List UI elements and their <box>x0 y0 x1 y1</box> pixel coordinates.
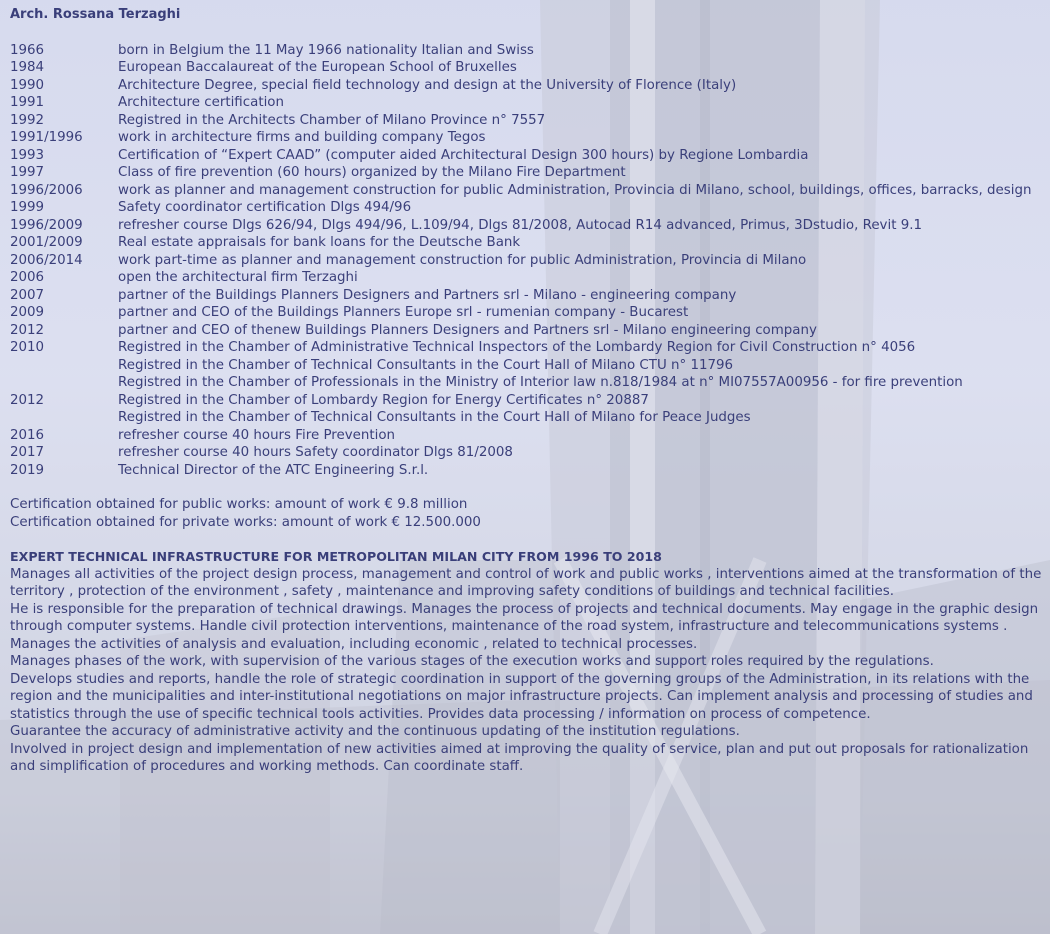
timeline-line: open the architectural firm Terzaghi <box>118 270 358 285</box>
person-name: Arch. Rossana Terzaghi <box>10 7 181 22</box>
timeline-row <box>10 304 1042 322</box>
timeline-row <box>10 182 1042 200</box>
timeline-description <box>118 112 1042 130</box>
timeline-line: refresher course 40 hours Fire Prevention <box>118 427 396 443</box>
timeline-year: 1992 <box>10 112 45 128</box>
timeline-description <box>118 287 1042 305</box>
timeline-row <box>10 147 1042 165</box>
certification-line: Certification obtained for private works: amount of work € 12.500.000 <box>10 514 481 530</box>
timeline-row <box>10 252 1042 270</box>
timeline-year: 1990 <box>10 77 45 93</box>
timeline-line: refresher course Dlgs 626/94, Dlgs 494/96, L.109/94, Dlgs 81/2008, Autocad R14 advanced, Primus, 3Dstudio, Revit 9.1 <box>118 217 923 233</box>
timeline-row <box>10 164 1042 182</box>
timeline-line: Registred in the Chamber of Technical Consultants in the Court Hall of Milano for Peace Judges <box>118 410 751 425</box>
timeline-year: 1996/2006 <box>10 182 83 198</box>
timeline-line: partner of the Buildings Planners Designers and Partners srl - Milano - engineering company <box>118 287 737 303</box>
timeline-line: Architecture Degree, special field technology and design at the University of Florence (Italy) <box>118 77 737 93</box>
timeline-line: Safety coordinator certification Dlgs 494/96 <box>118 200 412 215</box>
timeline-year: 2016 <box>10 427 45 443</box>
timeline-line: Registred in the Chamber of Administrative Technical Inspectors of the Lombardy Region for Civil Construction n° 4056 <box>118 340 916 355</box>
timeline-row <box>10 269 1042 287</box>
timeline-table <box>10 42 1042 480</box>
timeline-row <box>10 77 1042 95</box>
timeline-year: 2010 <box>10 340 45 355</box>
timeline-row <box>10 392 1042 427</box>
timeline-description <box>118 392 1042 427</box>
timeline-description <box>118 444 1042 462</box>
timeline-row <box>10 112 1042 130</box>
timeline-description <box>118 234 1042 252</box>
timeline-description <box>118 304 1042 322</box>
timeline-row <box>10 444 1042 462</box>
timeline-description <box>118 129 1042 147</box>
timeline-row <box>10 287 1042 305</box>
section-paragraph: Involved in project design and implementation of new activities aimed at improving the quality of service, plan and put out proposals for rationalization and simplification of procedures and working methods. Can coordinate staff. <box>10 741 1029 774</box>
timeline-line: refresher course 40 hours Safety coordinator Dlgs 81/2008 <box>118 445 513 460</box>
timeline-line: partner and CEO of thenew Buildings Planners Designers and Partners srl - Milano engineering company <box>118 322 817 338</box>
timeline-row <box>10 234 1042 252</box>
timeline-description <box>118 269 1042 287</box>
timeline-row <box>10 322 1042 340</box>
timeline-year: 2001/2009 <box>10 235 83 250</box>
timeline-row <box>10 217 1042 235</box>
certifications <box>10 496 1042 531</box>
timeline-line: Registred in the Chamber of Technical Consultants in the Court Hall of Milano CTU n° 11796 <box>118 357 734 373</box>
timeline-year: 1996/2009 <box>10 217 83 233</box>
timeline-year: 2019 <box>10 462 45 478</box>
timeline-year: 2012 <box>10 322 45 338</box>
timeline-line: Registred in the Architects Chamber of Milano Province n° 7557 <box>118 112 546 128</box>
timeline-description <box>118 164 1042 182</box>
timeline-year: 1966 <box>10 42 45 58</box>
section-paragraph: Manages phases of the work, with supervision of the various stages of the execution works and support roles required by the regulations. <box>10 654 934 669</box>
timeline-line: Technical Director of the ATC Engineering S.r.l. <box>118 462 429 478</box>
timeline-line: Real estate appraisals for bank loans for the Deutsche Bank <box>118 235 521 250</box>
timeline-row <box>10 199 1042 217</box>
timeline-description <box>118 182 1042 200</box>
timeline-line: Class of fire prevention (60 hours) organized by the Milano Fire Department <box>118 165 626 180</box>
timeline-description <box>118 94 1042 112</box>
timeline-description <box>118 59 1042 77</box>
section-title: EXPERT TECHNICAL INFRASTRUCTURE FOR METROPOLITAN MILAN CITY FROM 1996 TO 2018 <box>10 549 662 564</box>
timeline-description <box>118 217 1042 235</box>
timeline-line: Registred in the Chamber of Lombardy Region for Energy Certificates n° 20887 <box>118 392 649 408</box>
timeline-line: Registred in the Chamber of Professionals in the Ministry of Interior law n.818/1984 at n° MI07557A00956 - for fire prevention <box>118 375 963 390</box>
section-paragraph: Manages all activities of the project design process, management and control of work and public works , interventions aimed at the transformation of the territory , protection of the environment , safety , maintenance and improving safety conditions of buildings and technical facilities. <box>10 566 1042 599</box>
timeline-line: European Baccalaureat of the European School of Bruxelles <box>118 60 517 75</box>
timeline-year: 1999 <box>10 200 45 215</box>
timeline-year: 2012 <box>10 392 45 408</box>
timeline-line: partner and CEO of the Buildings Planners Europe srl - rumenian company - Bucarest <box>118 305 689 320</box>
timeline-description <box>118 339 1042 392</box>
timeline-row <box>10 339 1042 392</box>
section-body <box>10 566 1042 776</box>
timeline-line: Certification of “Expert CAAD” (computer aided Architectural Design 300 hours) by Regione Lombardia <box>118 147 809 163</box>
timeline-year: 2006/2014 <box>10 252 83 268</box>
timeline-line: work as planner and management construction for public Administration, Provincia di Milano, school, buildings, offices, barracks, design <box>118 182 1032 198</box>
timeline-description <box>118 252 1042 270</box>
timeline-description <box>118 427 1042 445</box>
timeline-year: 1997 <box>10 165 45 180</box>
timeline-year: 2007 <box>10 287 45 303</box>
timeline-year: 1991 <box>10 95 45 110</box>
timeline-row <box>10 462 1042 480</box>
timeline-description <box>118 199 1042 217</box>
timeline-year: 2009 <box>10 305 45 320</box>
timeline-year: 1991/1996 <box>10 130 83 145</box>
timeline-description <box>118 77 1042 95</box>
timeline-description <box>118 462 1042 480</box>
timeline-description <box>118 42 1042 60</box>
timeline-line: work part-time as planner and management construction for public Administration, Provincia di Milano <box>118 252 807 268</box>
timeline-line: Architecture certification <box>118 95 284 110</box>
timeline-row <box>10 427 1042 445</box>
timeline-line: work in architecture firms and building company Tegos <box>118 130 486 145</box>
timeline-year: 1984 <box>10 60 45 75</box>
section-paragraph: Develops studies and reports, handle the role of strategic coordination in support of the governing groups of the Administration, in its relations with the region and the municipalities and inter-institutional negotiations on major infrastructure projects. Can implement analysis and processing of studies and statistics through the use of specific technical tools activities. Provides data processing / information on process of competence. <box>10 671 1033 722</box>
timeline-description <box>118 322 1042 340</box>
section-paragraph: Guarantee the accuracy of administrative activity and the continuous updating of the institution regulations. <box>10 724 740 739</box>
cv-document <box>10 6 1042 776</box>
timeline-row <box>10 59 1042 77</box>
timeline-row <box>10 129 1042 147</box>
timeline-line: born in Belgium the 11 May 1966 nationality Italian and Swiss <box>118 42 534 58</box>
timeline-row <box>10 42 1042 60</box>
timeline-year: 1993 <box>10 147 45 163</box>
timeline-row <box>10 94 1042 112</box>
timeline-description <box>118 147 1042 165</box>
timeline-year: 2006 <box>10 270 45 285</box>
section-paragraph: He is responsible for the preparation of technical drawings. Manages the process of projects and technical documents. May engage in the graphic design through computer systems. Handle civil protection interventions, maintenance of the road system, infrastructure and telecommunications systems . Manages the activities of analysis and evaluation, including economic , related to technical processes. <box>10 601 1039 652</box>
timeline-year: 2017 <box>10 445 45 460</box>
certification-line: Certification obtained for public works: amount of work € 9.8 million <box>10 497 468 512</box>
